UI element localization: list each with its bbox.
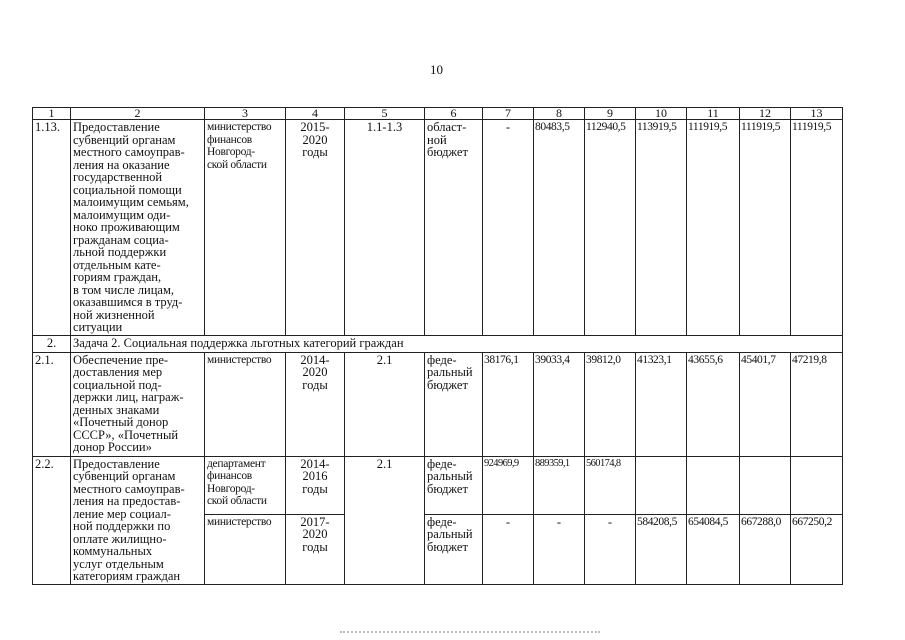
- header-cell: 3: [205, 108, 286, 120]
- value-cell: 560174,8: [585, 456, 636, 514]
- value-cell: 111919,5: [791, 120, 843, 336]
- page-number: 10: [430, 62, 443, 77]
- value-cell: 111919,5: [740, 120, 791, 336]
- value-cell-empty: [687, 456, 740, 514]
- period: 2017- 2020 годы: [286, 514, 345, 584]
- target-indicator: 1.1-1.3: [345, 120, 425, 336]
- value-cell: 47219,8: [791, 352, 843, 456]
- program-table: [32, 107, 843, 585]
- header-cell: 13: [791, 108, 843, 120]
- table-row: [33, 456, 843, 514]
- value-cell: 667250,2: [791, 514, 843, 584]
- period: 2014- 2016 годы: [286, 456, 345, 514]
- row-number: 2.2.: [33, 456, 71, 584]
- value-cell-empty: [791, 456, 843, 514]
- header-cell: 7: [483, 108, 534, 120]
- value-cell: 45401,7: [740, 352, 791, 456]
- row-number: 2.1.: [33, 352, 71, 456]
- value-cell: 889359,1: [534, 456, 585, 514]
- value-cell: -: [483, 120, 534, 336]
- value-cell: 41323,1: [636, 352, 687, 456]
- funding-source: феде- ральный бюджет: [425, 352, 483, 456]
- target-indicator: 2.1: [345, 352, 425, 456]
- header-cell: 9: [585, 108, 636, 120]
- value-cell-empty: [740, 456, 791, 514]
- executor: министерство финансов Новгород- ской области: [205, 120, 286, 336]
- value-cell: 39033,4: [534, 352, 585, 456]
- value-cell: -: [534, 514, 585, 584]
- period: 2014- 2020 годы: [286, 352, 345, 456]
- value-cell: 924969,9: [483, 456, 534, 514]
- header-cell: 4: [286, 108, 345, 120]
- measure-name: Предоставление субвенций органам местного самоуправ- ления на оказание государственной социальной помощи малоимущим семьям, малоимущим оди- ноко проживающим гражданам социа- льной поддержки отдельным кате- гориям граждан, в том числе лицам, оказавшимся в труд- ной жизненной ситуации: [71, 120, 205, 336]
- value-cell: 113919,5: [636, 120, 687, 336]
- header-cell: 2: [71, 108, 205, 120]
- header-cell: 1: [33, 108, 71, 120]
- header-cell: 6: [425, 108, 483, 120]
- table-row: [33, 352, 843, 456]
- header-cell: 10: [636, 108, 687, 120]
- value-cell: 38176,1: [483, 352, 534, 456]
- row-number: 2.: [33, 335, 71, 352]
- row-number: 1.13.: [33, 120, 71, 336]
- task-row: [33, 335, 843, 352]
- funding-source: феде- ральный бюджет: [425, 456, 483, 514]
- header-cell: 8: [534, 108, 585, 120]
- executor: министерство: [205, 352, 286, 456]
- value-cell-empty: [636, 456, 687, 514]
- value-cell: 43655,6: [687, 352, 740, 456]
- value-cell: -: [483, 514, 534, 584]
- header-cell: 12: [740, 108, 791, 120]
- value-cell: 39812,0: [585, 352, 636, 456]
- value-cell: -: [585, 514, 636, 584]
- task-title: Задача 2. Социальная поддержка льготных категорий граждан: [71, 335, 843, 352]
- executor: департамент финансов Новгород- ской области: [205, 456, 286, 514]
- funding-source: феде- ральный бюджет: [425, 514, 483, 584]
- target-indicator: 2.1: [345, 456, 425, 584]
- funding-source: област- ной бюджет: [425, 120, 483, 336]
- value-cell: 584208,5: [636, 514, 687, 584]
- executor: министерство: [205, 514, 286, 584]
- header-row: [33, 108, 843, 120]
- value-cell: 111919,5: [687, 120, 740, 336]
- value-cell: 80483,5: [534, 120, 585, 336]
- measure-name: Обеспечение пре- доставления мер социальной под- держки лиц, награж- денных знаками «Почетный донор СССР», «Почетный донор России»: [71, 352, 205, 456]
- value-cell: 112940,5: [585, 120, 636, 336]
- measure-name: Предоставление субвенций органам местного самоуправ- ления на предостав- ление мер социал- ной поддержки по оплате жилищно- коммунальных услуг отдельным категориям граждан: [71, 456, 205, 584]
- value-cell: 667288,0: [740, 514, 791, 584]
- scan-artifact: [340, 631, 600, 637]
- table-row: [33, 120, 843, 336]
- header-cell: 11: [687, 108, 740, 120]
- header-cell: 5: [345, 108, 425, 120]
- period: 2015- 2020 годы: [286, 120, 345, 336]
- value-cell: 654084,5: [687, 514, 740, 584]
